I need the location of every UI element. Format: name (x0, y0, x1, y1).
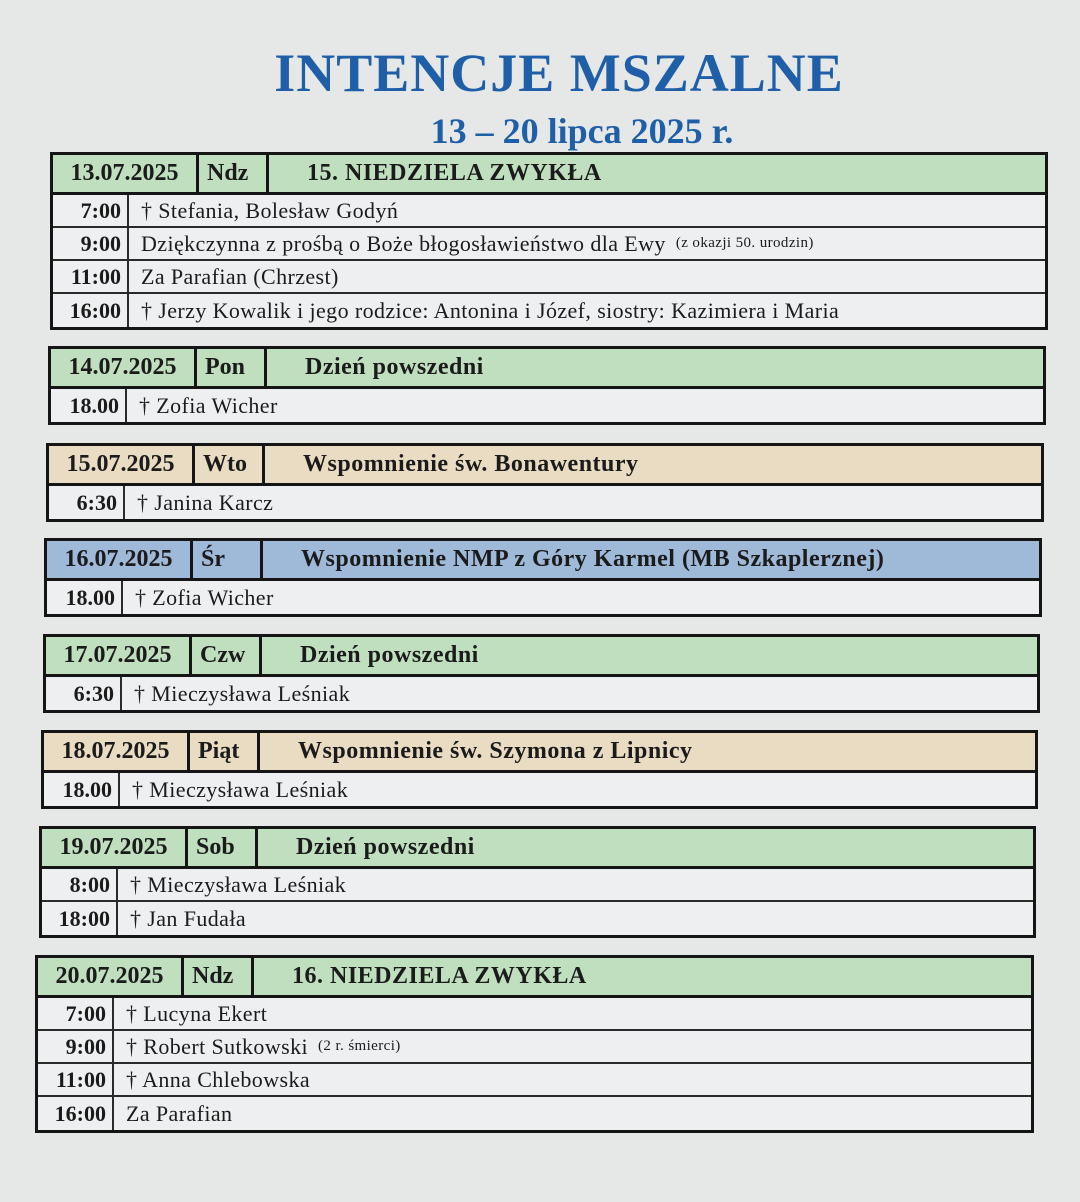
day-block (46, 443, 1044, 522)
mass-time: 18.00 (47, 581, 123, 614)
day-of-week: Wto (195, 446, 265, 483)
mass-intention (120, 773, 1035, 806)
day-date: 13.07.2025 (53, 155, 199, 192)
day-header (49, 446, 1041, 486)
mass-intention (114, 1064, 1031, 1095)
mass-time: 18:00 (42, 902, 118, 935)
intention-note: (z okazji 50. urodzin) (675, 235, 814, 251)
intention-text: † Mieczysława Leśniak (134, 680, 351, 706)
day-block (50, 152, 1048, 330)
feast-name: 16. NIEDZIELA ZWYKŁA (292, 963, 587, 989)
mass-intention (122, 677, 1037, 710)
mass-time: 7:00 (38, 998, 114, 1029)
mass-row (42, 869, 1033, 902)
feast-name: 15. NIEDZIELA ZWYKŁA (307, 160, 602, 186)
day-header (46, 637, 1037, 677)
day-of-week: Ndz (199, 155, 269, 192)
intention-text: Za Parafian (126, 1100, 233, 1126)
feast-name: Wspomnienie św. Bonawentury (303, 451, 639, 477)
feast-name: Dzień powszedni (300, 642, 479, 668)
mass-row (38, 1097, 1031, 1130)
day-block (44, 538, 1042, 617)
mass-row (47, 581, 1039, 614)
day-header (51, 349, 1043, 389)
intention-text: † Janina Karcz (137, 489, 274, 515)
mass-row (38, 998, 1031, 1031)
mass-row (51, 389, 1043, 422)
day-of-week: Ndz (184, 958, 254, 995)
page-subtitle: 13 – 20 lipca 2025 r. (430, 111, 734, 151)
mass-row (53, 228, 1045, 261)
intention-text: Za Parafian (Chrzest) (141, 263, 339, 289)
mass-time: 11:00 (38, 1064, 114, 1095)
intention-text: † Mieczysława Leśniak (132, 776, 349, 802)
intention-text: † Jerzy Kowalik i jego rodzice: Antonina i Józef, siostry: Kazimiera i Maria (141, 297, 840, 323)
mass-row (53, 294, 1045, 327)
mass-time: 16:00 (53, 294, 129, 327)
mass-row (53, 261, 1045, 294)
mass-row (46, 677, 1037, 710)
feast-name: Wspomnienie św. Szymona z Lipnicy (298, 738, 693, 764)
feast-name: Dzień powszedni (305, 354, 484, 380)
mass-intention (129, 228, 1045, 259)
day-date: 16.07.2025 (47, 541, 193, 578)
day-block (39, 826, 1036, 938)
day-date: 19.07.2025 (42, 829, 188, 866)
mass-time: 7:00 (53, 195, 129, 226)
mass-time: 18.00 (51, 389, 127, 422)
day-of-week: Czw (192, 637, 262, 674)
day-header (53, 155, 1045, 195)
intention-text: † Mieczysława Leśniak (130, 871, 347, 897)
intention-text: † Zofia Wicher (139, 392, 278, 418)
day-header (38, 958, 1031, 998)
mass-time: 9:00 (53, 228, 129, 259)
intention-text: Dziękczynna z prośbą o Boże błogosławieństwo dla Ewy (141, 230, 666, 256)
intention-text: † Zofia Wicher (135, 584, 274, 610)
intention-text: † Stefania, Bolesław Godyń (141, 197, 399, 223)
day-of-week: Piąt (190, 733, 260, 770)
mass-time: 9:00 (38, 1031, 114, 1062)
day-block (41, 730, 1038, 809)
mass-row (44, 773, 1035, 806)
mass-intention (114, 1031, 1031, 1062)
mass-time: 6:30 (46, 677, 122, 710)
mass-intention (129, 261, 1045, 292)
day-block (48, 346, 1046, 425)
mass-time: 8:00 (42, 869, 118, 900)
intention-text: † Jan Fudała (130, 905, 247, 931)
mass-time: 11:00 (53, 261, 129, 292)
day-date: 15.07.2025 (49, 446, 195, 483)
mass-intention (118, 902, 1033, 935)
day-header (42, 829, 1033, 869)
mass-intention (129, 195, 1045, 226)
day-header (47, 541, 1039, 581)
mass-intention (125, 486, 1041, 519)
mass-row (42, 902, 1033, 935)
mass-time: 16:00 (38, 1097, 114, 1130)
day-of-week: Śr (193, 541, 263, 578)
feast-name: Wspomnienie NMP z Góry Karmel (MB Szkaplerznej) (301, 546, 885, 572)
mass-time: 18.00 (44, 773, 120, 806)
feast-name: Dzień powszedni (296, 834, 475, 860)
page-title: INTENCJE MSZALNE (274, 43, 844, 103)
mass-row (53, 195, 1045, 228)
day-header (44, 733, 1035, 773)
day-block (35, 955, 1034, 1133)
mass-intention (123, 581, 1039, 614)
mass-intention (114, 1097, 1031, 1130)
day-of-week: Sob (188, 829, 258, 866)
intention-note: (2 r. śmierci) (318, 1038, 401, 1054)
day-date: 20.07.2025 (38, 958, 184, 995)
day-block (43, 634, 1040, 713)
mass-row (38, 1031, 1031, 1064)
mass-row (49, 486, 1041, 519)
intention-text: † Robert Sutkowski (126, 1033, 308, 1059)
mass-intention (127, 389, 1043, 422)
mass-row (38, 1064, 1031, 1097)
intention-text: † Anna Chlebowska (126, 1066, 311, 1092)
day-date: 18.07.2025 (44, 733, 190, 770)
mass-intention (114, 998, 1031, 1029)
mass-intention (129, 294, 1045, 327)
intention-text: † Lucyna Ekert (126, 1000, 268, 1026)
day-date: 14.07.2025 (51, 349, 197, 386)
day-of-week: Pon (197, 349, 267, 386)
mass-time: 6:30 (49, 486, 125, 519)
day-date: 17.07.2025 (46, 637, 192, 674)
mass-intention (118, 869, 1033, 900)
